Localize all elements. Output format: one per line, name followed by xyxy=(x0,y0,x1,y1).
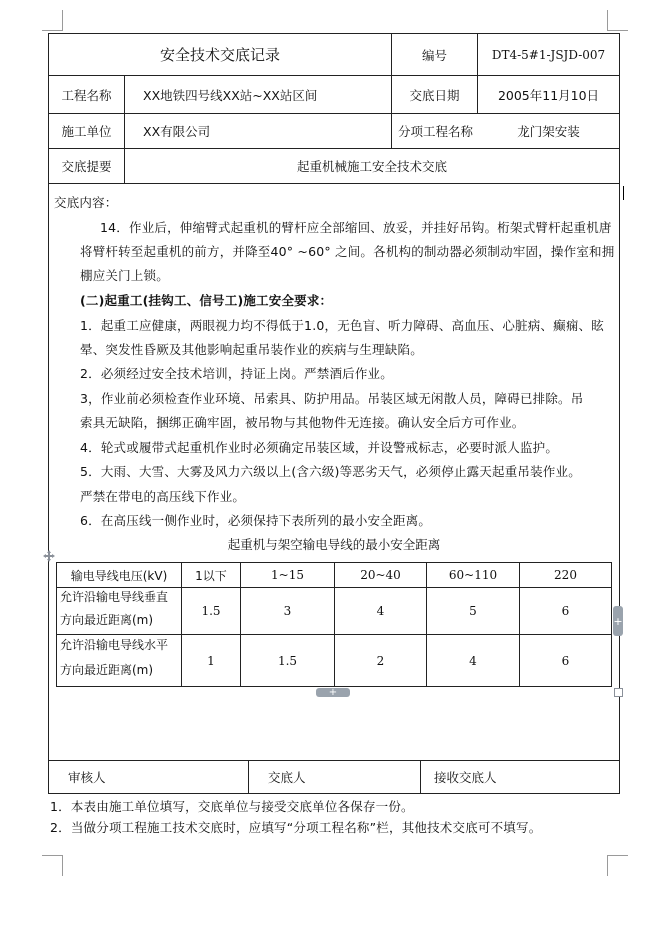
section-heading: (二)起重工(挂钩工、信号工)施工安全要求： xyxy=(80,293,333,308)
column-header: 60~110 xyxy=(448,568,498,582)
unit-value[interactable]: XX有限公司 xyxy=(143,124,211,139)
move-handle-icon[interactable] xyxy=(42,548,56,562)
content-line: 将臂杆转至起重机的前方，并降至40° ~60° 之间。各机构的制动器必须制动牢固，操作室和拥 xyxy=(80,244,615,259)
column-header: 1~15 xyxy=(271,568,304,582)
table-cell: 6 xyxy=(561,604,570,618)
content-line: 2．必须经过安全技术培训，持证上岗。严禁酒后作业。 xyxy=(80,366,393,381)
crop-mark-bottom-right xyxy=(607,855,628,876)
content-line: 3，作业前必须检查作业环境、吊索具、防护用品。吊装区域无闲散人员，障碍已排除。吊 xyxy=(80,391,584,406)
table-cell: 2 xyxy=(376,653,385,668)
receiver-label: 接收交底人 xyxy=(434,770,497,785)
content-line: 索具无缺陷，捆绑正确牢固，被吊物与其他物件无连接。确认安全后方可作业。 xyxy=(80,415,525,430)
date-value[interactable]: 2005年11月10日 xyxy=(497,87,600,103)
table-cell: 4 xyxy=(469,653,477,668)
table-cell: 1 xyxy=(207,653,215,668)
row-label-horizontal xyxy=(57,635,181,686)
content-line: 晕、突发性昏厥及其他影响起重吊装作业的疾病与生理缺陷。 xyxy=(80,342,423,357)
subproject-label: 分项工程名称 xyxy=(398,124,474,139)
table-cell: 6 xyxy=(561,653,570,668)
column-header: 220 xyxy=(554,568,577,582)
crop-mark-bottom-left xyxy=(42,855,63,876)
table-cell: 5 xyxy=(469,604,477,618)
column-header: 20~40 xyxy=(360,568,401,582)
footnote: 2．当做分项工程施工技术交底时，应填写“分项工程名称”栏，其他技术交底可不填写。 xyxy=(50,820,542,835)
table-cell: 1.5 xyxy=(201,604,221,618)
date-label: 交底日期 xyxy=(409,87,460,103)
content-line: 6．在高压线一侧作业时，必须保持下表所列的最小安全距离。 xyxy=(80,513,432,528)
content-line: 14．作业后，伸缩臂式起重机的臂杆应全部缩回、放妥，并挂好吊钩。桁架式臂杆起重机唐 xyxy=(100,220,612,235)
content-line: 1．起重工应健康，两眼视力均不得低于1.0，无色盲、听力障碍、高血压、心脏病、癫痫、眩 xyxy=(80,318,604,333)
table-cell: 3 xyxy=(283,604,292,618)
form-title: 安全技术交底记录 xyxy=(159,46,280,64)
project-value[interactable]: XX地铁四号线XX站~XX站区间 xyxy=(143,87,318,103)
subproject-value[interactable]: 龙门架安装 xyxy=(517,124,580,139)
content-line: 4．轮式或履带式起重机作业时必须确定吊装区域，并设警戒标志，必要时派人监护。 xyxy=(80,440,559,455)
reviewer-label: 审核人 xyxy=(68,770,106,785)
resize-handle-icon[interactable] xyxy=(614,688,623,697)
column-header: 1以下 xyxy=(195,568,227,583)
add-column-icon[interactable]: + xyxy=(613,606,623,636)
content-label: 交底内容： xyxy=(54,195,118,210)
table-cell: 1.5 xyxy=(277,653,298,668)
presenter-label: 交底人 xyxy=(268,770,306,785)
crop-mark-top-left xyxy=(42,10,63,31)
voltage-header: 输电导线电压(kV) xyxy=(70,568,168,583)
crop-mark-top-right xyxy=(607,10,628,31)
content-line: 严禁在带电的高压线下作业。 xyxy=(80,489,246,504)
project-label: 工程名称 xyxy=(61,87,112,103)
summary-label: 交底提要 xyxy=(61,159,112,174)
content-line: 棚应关门上锁。 xyxy=(80,268,169,283)
footnote: 1．本表由施工单位填写，交底单位与接受交底单位各保存一份。 xyxy=(50,799,414,814)
row-label-line: 允许沿输电导线水平 xyxy=(60,638,169,652)
content-line: 5．大雨、大雪、大雾及风力六级以上(含六级)等恶劣天气，必须停止露天起重吊装作业。 xyxy=(80,464,581,479)
table-cell: 4 xyxy=(376,604,385,618)
inner-table-title: 起重机与架空输电导线的最小安全距离 xyxy=(227,537,441,552)
row-label-line: 允许沿输电导线垂直 xyxy=(60,590,169,604)
unit-label: 施工单位 xyxy=(61,124,112,139)
row-label-line: 方向最近距离(m) xyxy=(60,613,154,627)
row-label-vertical xyxy=(57,588,181,634)
summary-value[interactable]: 起重机械施工安全技术交底 xyxy=(296,159,447,174)
code-label: 编号 xyxy=(421,47,447,63)
row-label-line: 方向最近距离(m) xyxy=(60,663,154,677)
code-value[interactable]: DT4-5#1-JSJD-007 xyxy=(491,47,606,62)
add-row-icon[interactable]: + xyxy=(316,688,350,697)
text-cursor xyxy=(623,186,624,200)
